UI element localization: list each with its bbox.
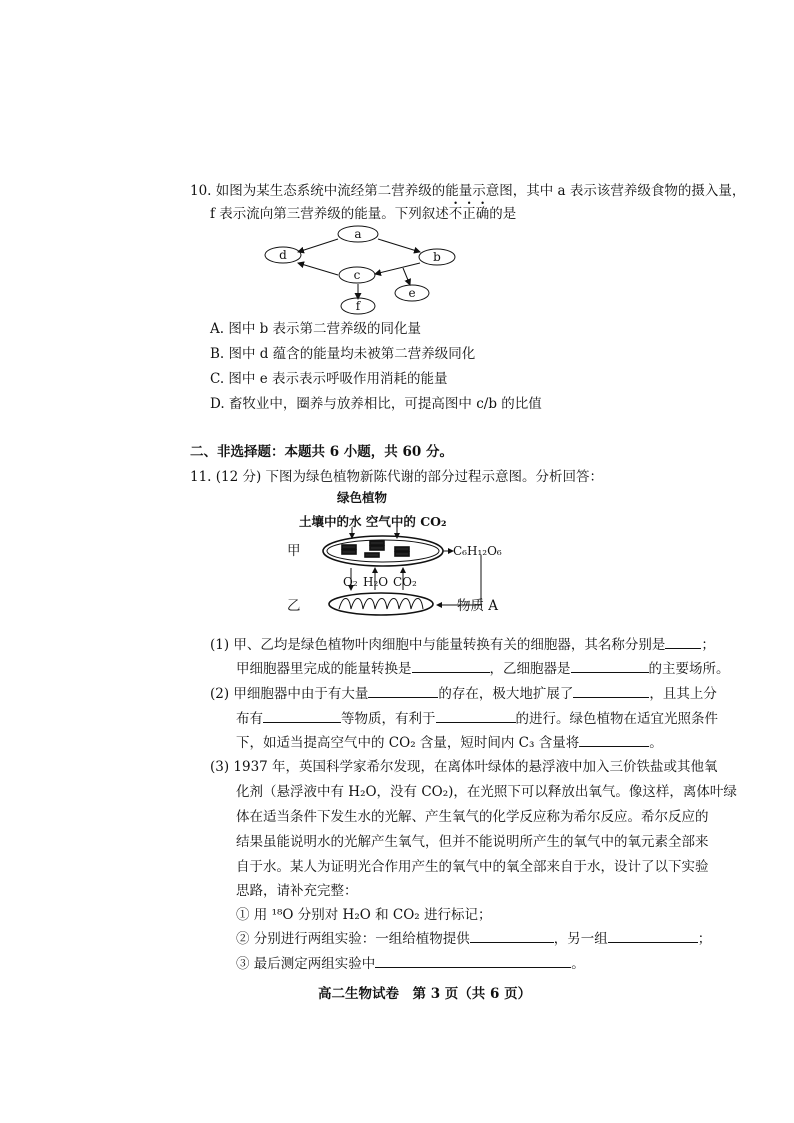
blank-expanded[interactable] (573, 685, 649, 698)
q11-step3 (236, 955, 585, 973)
q11-step2-text-a: ② 分别进行两组实验：一组给植物提供 (236, 931, 470, 947)
q11-part3-line6: 思路，请补充完整： (236, 883, 358, 899)
blank-mito-function[interactable] (571, 660, 649, 673)
q11-part1-end1: ； (701, 637, 715, 653)
label-yi: 乙 (287, 598, 301, 614)
energy-flow-diagram (260, 222, 470, 317)
organelle-drawings (285, 487, 505, 617)
blank-structure[interactable] (368, 685, 438, 698)
label-jia: 甲 (287, 543, 301, 559)
q10-option-c: C. 图中 e 表示表示呼吸作用消耗的能量 (210, 371, 448, 387)
blank-process[interactable] (436, 710, 516, 723)
q11-part3-line4: 结果虽能说明水的光解产生氧气，但并不能说明所产生的氧气中的氧元素全部来 (236, 834, 709, 850)
q11-part2-line1 (210, 685, 717, 703)
section2-heading: 二、非选择题：本题共 6 小题，共 60 分。 (190, 444, 453, 460)
q10-option-a: A. 图中 b 表示第二营养级的同化量 (210, 321, 422, 337)
blank-measure[interactable] (375, 955, 571, 968)
q10-stem-line2 (210, 205, 516, 223)
q11-part2-text1b: 的存在，极大地扩展了 (438, 686, 574, 702)
blank-c3-change[interactable] (579, 734, 649, 747)
q11-part2-text3a: 下，如适当提高空气中的 CO₂ 含量，短时间内 C₃ 含量将 (236, 735, 580, 751)
node-e-label: e (408, 286, 416, 300)
q11-part2-text3b: 。 (649, 735, 663, 751)
q11-part2-text2c: 的进行。绿色植物在适宜光照条件 (515, 711, 718, 727)
node-c-label: c (353, 268, 361, 282)
q10-stem-post: 的是 (489, 206, 517, 222)
blank-energy-conversion[interactable] (412, 660, 490, 673)
q11-stem: 11. (12 分) 下图为绿色植物新陈代谢的部分过程示意图。分析回答： (190, 469, 604, 485)
q11-part1-text2c: 的主要场所。 (648, 661, 730, 677)
q11-step3-text-b: 。 (571, 956, 585, 972)
q11-part3-line1: (3) 1937 年，英国科学家希尔发现，在离体叶绿体的悬浮液中加入三价铁盐或其他氧 (210, 759, 718, 775)
q11-part2-text1c: ，且其上分 (649, 686, 717, 702)
blank-substances[interactable] (263, 710, 341, 723)
q11-part2-line3 (236, 734, 663, 752)
page-footer: 高二生物试卷 第 3 页（共 6 页） (318, 986, 532, 1002)
diagram-inputs: 土壤中的水 空气中的 CO₂ (299, 514, 447, 529)
node-b-label: b (433, 250, 441, 264)
q10-stem-pre: f 表示流向第三营养级的能量。下列叙述 (210, 206, 449, 222)
q11-part2-text2a: 布有 (236, 711, 263, 727)
q11-step2-text-c: ； (697, 931, 712, 947)
q10-emphasis-char-2: 正 (462, 206, 476, 222)
label-co2: CO₂ (393, 575, 417, 589)
q11-part1-text2b: ，乙细胞器是 (489, 661, 571, 677)
q11-part2-text1a: (2) 甲细胞器中由于有大量 (210, 686, 369, 702)
q10-option-d: D. 畜牧业中，圈养与放养相比，可提高图中 c/b 的比值 (210, 396, 542, 412)
q10-stem-line1: 10. 如图为某生态系统中流经第二营养级的能量示意图，其中 a 表示该营养级食物的摄入量， (190, 183, 746, 199)
node-f-label: f (355, 299, 361, 313)
blank-group1[interactable] (470, 930, 554, 943)
diagram-title: 绿色植物 (337, 490, 388, 505)
q11-part2-line2 (236, 710, 718, 728)
q11-part3-line3: 体在适当条件下发生水的光解、产生氧气的化学反应称为希尔反应。希尔反应的 (236, 809, 709, 825)
node-a-label: a (354, 227, 362, 241)
q11-step2-text-b: ，另一组 (553, 931, 608, 947)
product-glucose: C₆H₁₂O₆ (453, 544, 502, 558)
q11-step1: ① 用 ¹⁸O 分别对 H₂O 和 CO₂ 进行标记； (236, 907, 492, 923)
q11-part3-line5: 自于水。某人为证明光合作用产生的氧气中的氧全部来自于水，设计了以下实验 (236, 859, 709, 875)
mitochondrion-outer (329, 593, 433, 615)
q11-part3-line2: 化剂（悬浮液中有 H₂O，没有 CO₂)，在光照下可以释放出氧气。像这样，离体叶绿 (236, 784, 737, 800)
q10-option-b: B. 图中 d 蕴含的能量均未被第二营养级同化 (210, 346, 476, 362)
q10-emphasis-char-3: 确 (475, 206, 490, 222)
label-h2o: H₂O (363, 575, 389, 589)
q11-step2 (236, 930, 711, 948)
node-d-label: d (279, 248, 287, 262)
q11-part1-line1 (210, 636, 715, 654)
q11-part1-text2a: 甲细胞器里完成的能量转换是 (236, 661, 412, 677)
substance-a: 物质 A (457, 598, 499, 614)
q11-part2-text2b: 等物质，有利于 (341, 711, 436, 727)
q11-step3-text-a: ③ 最后测定两组实验中 (236, 956, 376, 972)
blank-group2[interactable] (608, 930, 698, 943)
label-o2: O₂ (343, 575, 358, 589)
blank-organelle-names[interactable] (665, 636, 701, 649)
q11-part1-text1: (1) 甲、乙均是绿色植物叶肉细胞中与能量转换有关的细胞器，其名称分别是 (210, 637, 666, 653)
metabolism-diagram (285, 487, 505, 617)
q10-emphasis-char-1: 不 (448, 206, 463, 222)
q11-part1-line2 (236, 660, 730, 678)
